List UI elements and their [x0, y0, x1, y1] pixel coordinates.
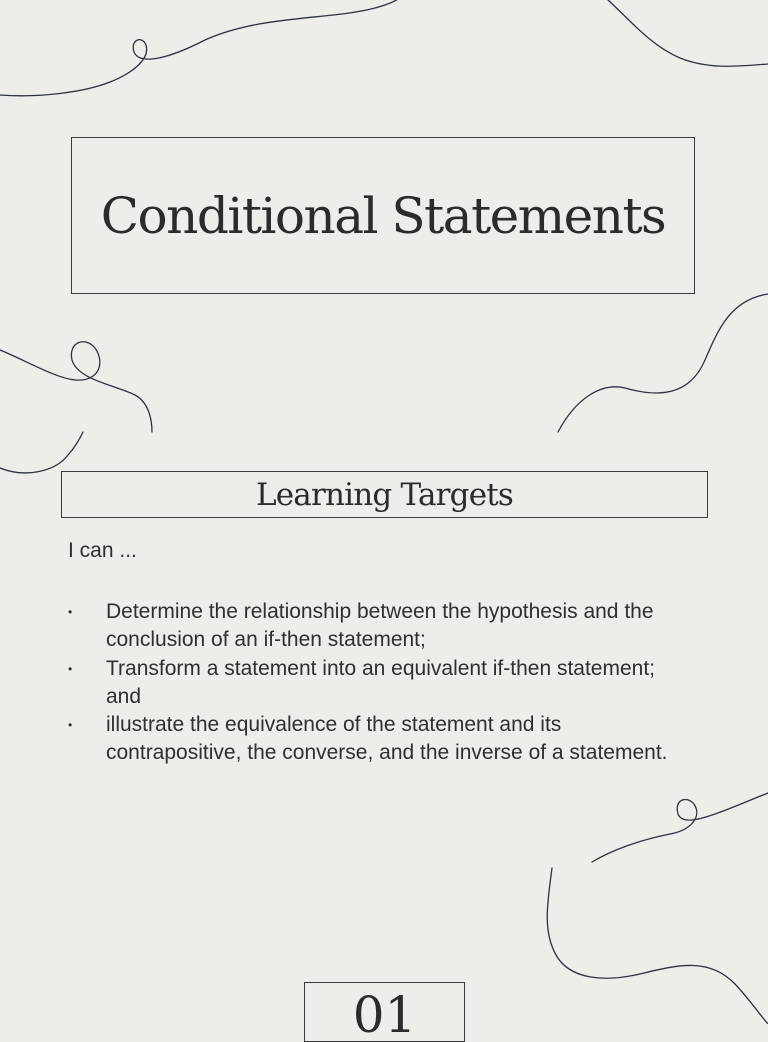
list-item-text: Transform a statement into an equivalent if-then statement; and [106, 656, 656, 708]
page-title: Conditional Statements [100, 186, 666, 245]
bullet-icon: • [68, 661, 73, 676]
list-item-text: Determine the relationship between the hypothesis and the conclusion of an if-then statement; [106, 600, 654, 652]
squiggle-bottom-right [547, 868, 768, 1024]
list-item [68, 598, 688, 655]
section-heading: Learning Targets [255, 476, 514, 513]
squiggle-top-right [608, 0, 768, 66]
list-item [68, 655, 688, 712]
list-item-text: illustrate the equivalence of the statement and its contrapositive, the converse, and the inverse of a statement. [106, 713, 668, 765]
page-number: 01 [352, 986, 417, 1042]
list-item [68, 711, 688, 768]
squiggle-top [0, 0, 402, 96]
learning-targets-list [68, 598, 688, 768]
bullet-icon: • [68, 718, 73, 733]
squiggle-right-lower [592, 793, 768, 862]
squiggle-right-middle [558, 294, 768, 432]
squiggle-left-lower [0, 432, 83, 473]
intro-text: I can ... [68, 539, 137, 562]
squiggle-left-middle [0, 342, 152, 432]
page-number-frame [304, 982, 465, 1042]
bullet-icon: • [68, 605, 73, 619]
title-frame [71, 137, 695, 294]
learning-targets-frame [61, 471, 708, 518]
